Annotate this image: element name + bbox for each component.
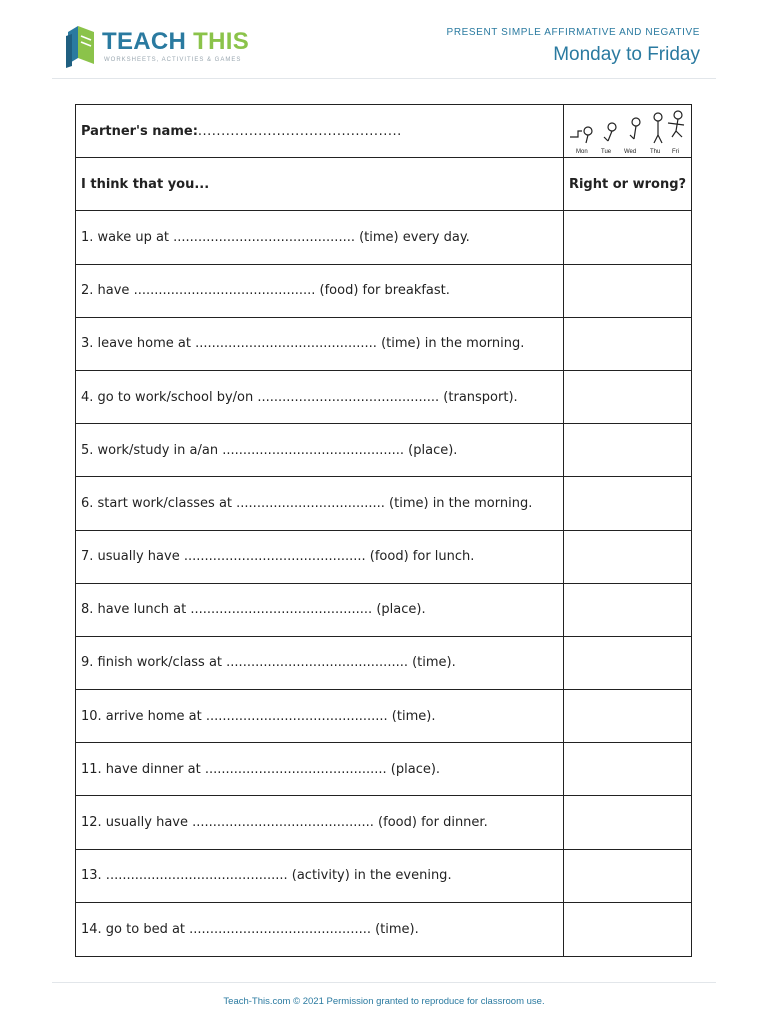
column-header-row xyxy=(76,158,691,211)
logo-word-this: THIS xyxy=(193,28,250,55)
answer-cell[interactable] xyxy=(564,584,691,636)
week-illustration-cell xyxy=(564,105,691,157)
question-row xyxy=(76,371,691,424)
question-text[interactable]: 8. have lunch at ............................................ (place). xyxy=(76,584,564,636)
question-text[interactable]: 2. have ............................................ (food) for breakfast. xyxy=(76,265,564,317)
question-text[interactable]: 4. go to work/school by/on ............................................ (transport). xyxy=(76,371,564,423)
partner-name-row xyxy=(76,105,691,158)
question-row xyxy=(76,850,691,903)
question-row xyxy=(76,743,691,796)
day-label-fri: Fri xyxy=(671,149,679,156)
answer-cell[interactable] xyxy=(564,531,691,583)
question-text[interactable]: 1. wake up at ............................................ (time) every day. xyxy=(76,211,564,263)
question-row xyxy=(76,531,691,584)
question-text[interactable]: 11. have dinner at ............................................ (place). xyxy=(76,743,564,795)
day-label-tue: Tue xyxy=(600,149,611,156)
logo-wordmark xyxy=(102,28,249,56)
question-text[interactable]: 5. work/study in a/an ............................................ (place). xyxy=(76,424,564,476)
answer-cell[interactable] xyxy=(564,903,691,956)
answer-cell[interactable] xyxy=(564,743,691,795)
question-text[interactable]: 7. usually have ............................................ (food) for lunch. xyxy=(76,531,564,583)
teach-this-logo xyxy=(64,24,264,68)
question-text[interactable]: 9. finish work/class at ............................................ (time). xyxy=(76,637,564,689)
question-row xyxy=(76,903,691,956)
stick-figure-week-illustration xyxy=(568,107,688,155)
right-or-wrong-column-header: Right or wrong? xyxy=(568,176,687,192)
question-row xyxy=(76,584,691,637)
partner-name-blank[interactable]: ............................................ xyxy=(197,123,402,139)
answer-cell[interactable] xyxy=(564,637,691,689)
worksheet-title: Monday to Friday xyxy=(553,44,700,65)
question-text[interactable]: 10. arrive home at ............................................ (time). xyxy=(76,690,564,742)
answer-cell[interactable] xyxy=(564,850,691,902)
day-label-wed: Wed xyxy=(623,149,636,156)
question-row xyxy=(76,424,691,477)
answer-cell[interactable] xyxy=(564,477,691,529)
question-text[interactable]: 14. go to bed at ............................................ (time). xyxy=(76,903,564,956)
answer-cell[interactable] xyxy=(564,371,691,423)
question-text[interactable]: 13. ............................................ (activity) in the evening. xyxy=(76,850,564,902)
partner-name-cell xyxy=(76,105,564,157)
page-header xyxy=(0,0,768,80)
question-text[interactable]: 6. start work/classes at .................................... (time) in the morning. xyxy=(76,477,564,529)
answer-cell[interactable] xyxy=(564,424,691,476)
copyright-footer: Teach-This.com © 2021 Permission granted to reproduce for classroom use. xyxy=(223,996,545,1007)
day-label-thu: Thu xyxy=(649,149,660,156)
question-text[interactable]: 3. leave home at ............................................ (time) in the morning. xyxy=(76,318,564,370)
answer-cell[interactable] xyxy=(564,265,691,317)
logo-word-teach: TEACH xyxy=(102,28,187,55)
question-row xyxy=(76,265,691,318)
worksheet-table xyxy=(75,104,692,957)
question-row xyxy=(76,477,691,530)
question-row xyxy=(76,796,691,849)
partner-name-label: Partner's name: xyxy=(81,123,198,139)
prediction-column-header: I think that you... xyxy=(76,158,564,210)
footer-divider xyxy=(52,982,716,983)
day-label-mon: Mon xyxy=(575,149,588,156)
answer-cell[interactable] xyxy=(564,796,691,848)
question-text[interactable]: 12. usually have ............................................ (food) for dinner. xyxy=(76,796,564,848)
question-row xyxy=(76,211,691,264)
question-row xyxy=(76,637,691,690)
answer-cell[interactable] xyxy=(564,318,691,370)
book-logo-icon xyxy=(64,24,100,68)
question-row xyxy=(76,690,691,743)
answer-cell[interactable] xyxy=(564,211,691,263)
answer-cell[interactable] xyxy=(564,690,691,742)
worksheet-subtitle: PRESENT SIMPLE AFFIRMATIVE AND NEGATIVE xyxy=(446,27,700,38)
question-row xyxy=(76,318,691,371)
header-divider xyxy=(52,78,716,79)
logo-tagline: WORKSHEETS, ACTIVITIES & GAMES xyxy=(104,57,242,63)
